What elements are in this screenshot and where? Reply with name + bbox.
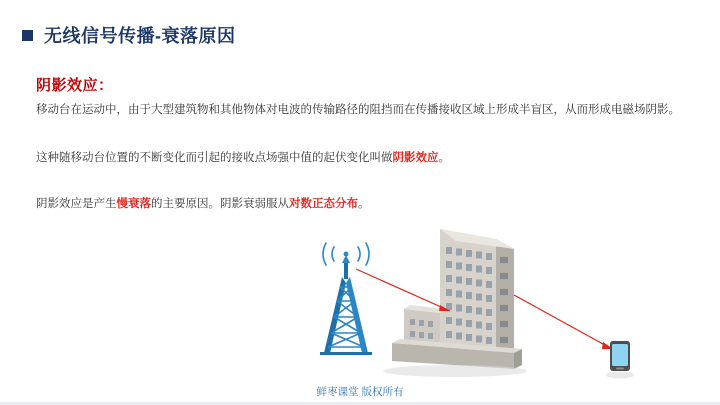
page-title-text: 无线信号传播-衰落原因 [44, 26, 236, 46]
illustration [300, 225, 680, 385]
paragraph-2-text-lead: 这种随移动台位置的不断变化而引起的接收点场强中值的起伏变化叫做 [36, 152, 393, 164]
paragraph-shadow-effect [36, 148, 686, 168]
office-building-icon [383, 229, 527, 377]
section-subheading: 阴影效应： [36, 77, 114, 94]
mobile-phone-icon [606, 341, 634, 379]
paragraph-3-highlight-slow-fading: 慢衰落 [116, 198, 151, 210]
paragraph-shadow-definition [36, 100, 686, 120]
footer-copyright: 鲜枣课堂 版权所有 [316, 386, 404, 398]
paragraph-2-text-tail: 。 [438, 152, 450, 164]
square-bullet-icon [22, 30, 33, 41]
paragraph-3-highlight-lognormal: 对数正态分布 [289, 198, 358, 210]
transmission-tower-icon [320, 243, 372, 355]
paragraph-3-text-lead: 阴影效应是产生 [36, 198, 117, 210]
paragraph-2-highlight: 阴影效应 [392, 152, 439, 164]
paragraph-slow-fading [36, 194, 686, 214]
paragraph-1-text: 移动台在运动中，由于大型建筑物和其他物体对电波的传输路径的阻挡而在传播接收区域上形成半盲区，从而形成电磁场阴影。 [36, 104, 680, 116]
page-title [22, 22, 236, 48]
paragraph-3-text-mid: 的主要原因。阴影衰弱服从 [151, 198, 289, 210]
paragraph-3-text-tail: 。 [358, 198, 370, 210]
